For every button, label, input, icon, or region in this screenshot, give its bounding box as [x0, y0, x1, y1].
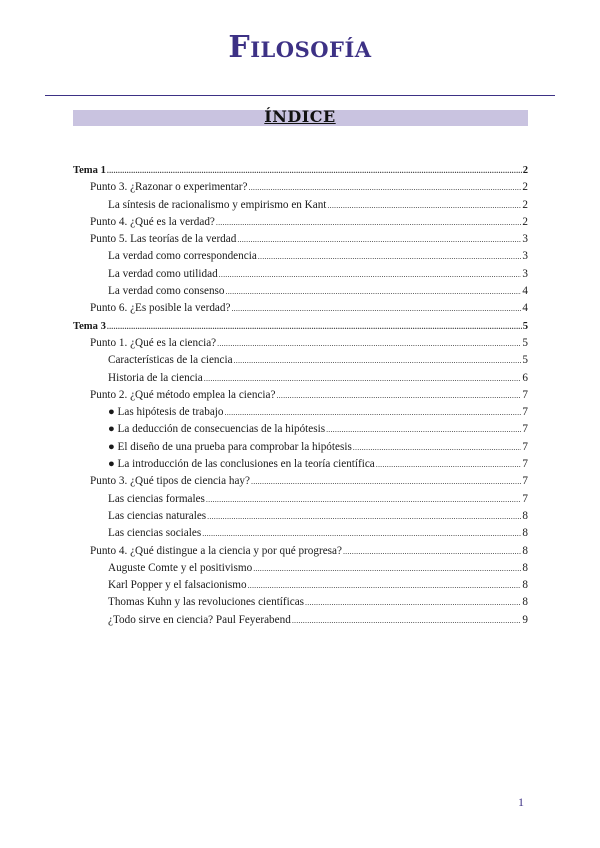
toc-entry-title: Punto 6. ¿Es posible la verdad? — [90, 302, 231, 315]
toc-dot-leader — [343, 543, 521, 560]
toc-entry[interactable] — [73, 612, 528, 629]
toc-entry-title: ● El diseño de una prueba para comprobar la hipótesis — [108, 440, 352, 453]
toc-entry-title: La verdad como utilidad — [108, 267, 218, 280]
toc-entry[interactable] — [73, 508, 528, 525]
toc-dot-leader — [226, 283, 522, 300]
toc-entry-title: Punto 1. ¿Qué es la ciencia? — [90, 336, 217, 349]
toc-entry-title: Las ciencias formales — [108, 492, 205, 505]
toc-entry-title: Punto 4. ¿Qué distingue a la ciencia y por qué progresa? — [90, 544, 342, 557]
toc-entry-page: 5 — [522, 336, 528, 349]
toc-entry-title: Karl Popper y el falsacionismo — [108, 579, 247, 592]
toc-entry-page: 8 — [522, 544, 528, 557]
toc-dot-leader — [327, 197, 521, 214]
toc-entry-page: 7 — [522, 458, 528, 471]
toc-entry-page: 2 — [522, 215, 528, 228]
toc-entry-page: 7 — [522, 406, 528, 419]
toc-dot-leader — [276, 387, 521, 404]
toc-entry-title: Punto 4. ¿Qué es la verdad? — [90, 215, 215, 228]
toc-entry[interactable] — [73, 248, 528, 265]
index-heading: ÍNDICE — [264, 107, 336, 126]
toc-entry-page: 5 — [522, 354, 528, 367]
toc-dot-leader — [248, 577, 522, 594]
toc-dot-leader — [305, 594, 521, 611]
toc-entry[interactable] — [73, 456, 528, 473]
toc-entry[interactable] — [73, 421, 528, 438]
toc-dot-leader — [107, 162, 522, 179]
toc-dot-leader — [225, 404, 522, 421]
toc-entry-title: La verdad como consenso — [108, 285, 225, 298]
toc-entry-title: La síntesis de racionalismo y empirismo en Kant — [108, 198, 327, 211]
toc-dot-leader — [237, 231, 521, 248]
toc-entry-title: Punto 5. Las teorías de la verdad — [90, 233, 237, 246]
toc-entry[interactable] — [73, 387, 528, 404]
toc-entry[interactable] — [73, 370, 528, 387]
toc-entry-page: 4 — [522, 285, 528, 298]
toc-entry-page: 2 — [522, 165, 528, 176]
toc-entry-page: 8 — [522, 561, 528, 574]
toc-dot-leader — [217, 335, 521, 352]
toc-entry-title: Thomas Kuhn y las revoluciones científicas — [108, 596, 305, 609]
toc-entry-title: ● Las hipótesis de trabajo — [108, 406, 224, 419]
document-title: Filosofía — [228, 30, 372, 65]
toc-entry[interactable] — [73, 352, 528, 369]
toc-dot-leader — [234, 352, 522, 369]
toc-entry-page: 7 — [522, 423, 528, 436]
toc-entry[interactable] — [73, 197, 528, 214]
toc-entry[interactable] — [73, 594, 528, 611]
toc-entry-title: Punto 3. ¿Qué tipos de ciencia hay? — [90, 475, 250, 488]
toc-entry[interactable] — [73, 266, 528, 283]
toc-entry[interactable] — [73, 525, 528, 542]
toc-entry-title: Las ciencias naturales — [108, 509, 207, 522]
toc-entry-page: 7 — [522, 440, 528, 453]
toc-entry[interactable] — [73, 404, 528, 421]
toc-entry-page: 3 — [522, 233, 528, 246]
toc-entry-title: Las ciencias sociales — [108, 527, 202, 540]
toc-entry-page: 4 — [522, 302, 528, 315]
toc-entry-title: Características de la ciencia — [108, 354, 233, 367]
toc-dot-leader — [107, 318, 522, 335]
toc-entry-page: 8 — [522, 596, 528, 609]
toc-entry[interactable] — [73, 283, 528, 300]
toc-entry-page: 5 — [522, 320, 528, 332]
toc-entry[interactable] — [73, 473, 528, 490]
title-divider — [45, 95, 555, 96]
toc-entry-page: 7 — [522, 492, 528, 505]
toc-dot-leader — [207, 508, 521, 525]
toc-entry-page: 8 — [522, 579, 528, 592]
page-number: 1 — [518, 795, 524, 809]
toc-dot-leader — [204, 370, 522, 387]
toc-entry[interactable] — [73, 577, 528, 594]
toc-entry-page: 7 — [522, 475, 528, 488]
toc-dot-leader — [376, 456, 522, 473]
toc-dot-leader — [253, 560, 521, 577]
toc-dot-leader — [249, 179, 522, 196]
toc-entry-title: Punto 3. ¿Razonar o experimentar? — [90, 181, 248, 194]
toc-dot-leader — [202, 525, 521, 542]
toc-dot-leader — [292, 612, 522, 629]
toc-entry-title: Punto 2. ¿Qué método emplea la ciencia? — [90, 388, 276, 401]
toc-dot-leader — [206, 491, 521, 508]
toc-entry[interactable] — [73, 300, 528, 317]
toc-entry-title: ● La deducción de consecuencias de la hipótesis — [108, 423, 326, 436]
toc-chapter-entry[interactable] — [73, 162, 528, 179]
toc-entry[interactable] — [73, 214, 528, 231]
toc-entry-page: 6 — [522, 371, 528, 384]
toc-entry-page: 2 — [522, 198, 528, 211]
toc-entry[interactable] — [73, 179, 528, 196]
toc-entry[interactable] — [73, 491, 528, 508]
toc-dot-leader — [258, 248, 522, 265]
toc-entry-page: 8 — [522, 527, 528, 540]
toc-entry-title: Tema 3 — [73, 320, 106, 332]
toc-entry[interactable] — [73, 560, 528, 577]
toc-dot-leader — [216, 214, 522, 231]
toc-entry-page: 8 — [522, 509, 528, 522]
toc-entry-page: 7 — [522, 388, 528, 401]
toc-entry-title: Tema 1 — [73, 165, 106, 176]
toc-entry-page: 9 — [522, 613, 528, 626]
toc-entry-page: 3 — [522, 250, 528, 263]
toc-entry-page: 3 — [522, 267, 528, 280]
toc-entry-title: ● La introducción de las conclusiones en la teoría científica — [108, 458, 375, 471]
toc-chapter-entry[interactable] — [73, 318, 528, 335]
toc-dot-leader — [219, 266, 522, 283]
toc-dot-leader — [353, 439, 522, 456]
toc-entry-page: 2 — [522, 181, 528, 194]
toc-entry-title: La verdad como correspondencia — [108, 250, 257, 263]
toc-entry[interactable] — [73, 439, 528, 456]
toc-dot-leader — [326, 421, 521, 438]
toc-entry-title: Auguste Comte y el positivismo — [108, 561, 253, 574]
toc-entry[interactable] — [73, 543, 528, 560]
toc-entry-title: Historia de la ciencia — [108, 371, 203, 384]
table-of-contents — [73, 162, 528, 629]
toc-dot-leader — [251, 473, 521, 490]
toc-entry[interactable] — [73, 231, 528, 248]
toc-entry[interactable] — [73, 335, 528, 352]
toc-entry-title: ¿Todo sirve en ciencia? Paul Feyerabend — [108, 613, 291, 626]
toc-dot-leader — [231, 300, 521, 317]
